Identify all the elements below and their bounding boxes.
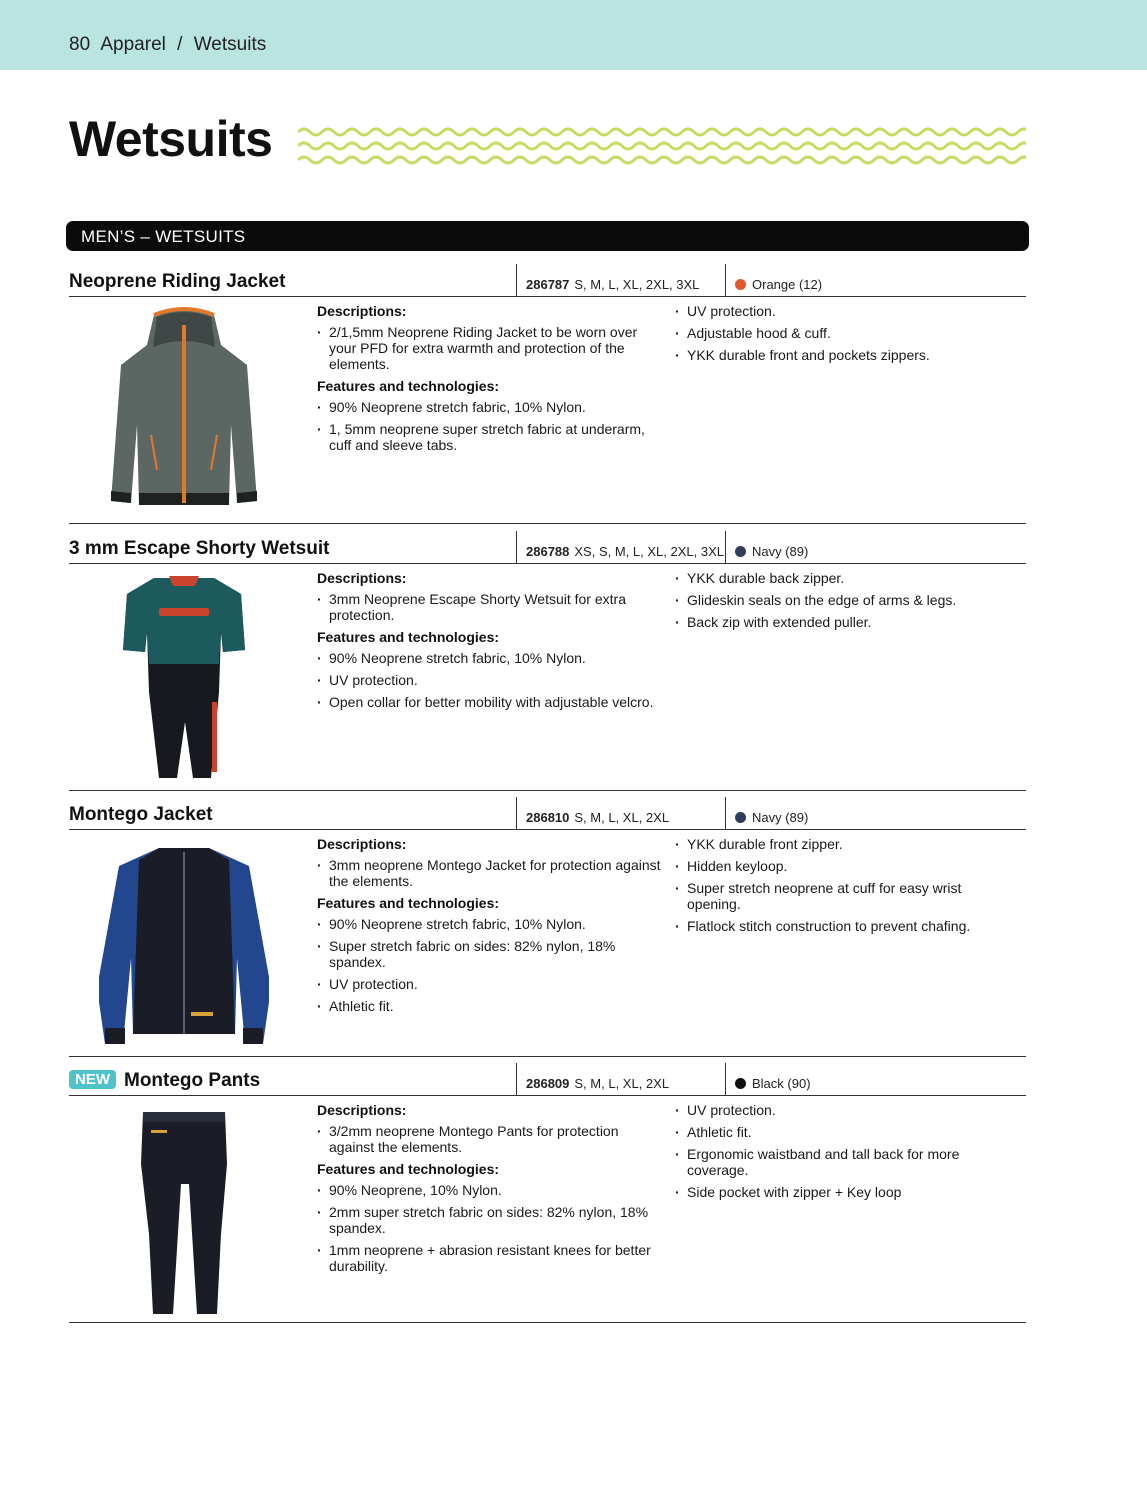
product-sku: 286787 S, M, L, XL, 2XL, 3XL <box>526 277 700 292</box>
list-item: · Flatlock stitch construction to prevent chafing. <box>675 918 1005 934</box>
product-extra-features <box>675 1102 1005 1206</box>
product-color: Navy (89) <box>735 544 808 559</box>
breadcrumb-separator: / <box>177 34 183 55</box>
list-item: · Open collar for better mobility with adjustable velcro. <box>317 694 667 710</box>
list-item: · Super stretch neoprene at cuff for easy wrist opening. <box>675 880 1005 912</box>
product-header <box>69 264 1026 297</box>
breadcrumb-subsection[interactable]: Wetsuits <box>193 34 267 55</box>
list-item: · 1mm neoprene + abrasion resistant knees for better durability. <box>317 1242 667 1274</box>
product-name: Neoprene Riding Jacket <box>69 271 286 292</box>
list-item: · Ergonomic waistband and tall back for more coverage. <box>675 1146 1005 1178</box>
descriptions-heading: Descriptions: <box>317 303 407 319</box>
color-swatch <box>735 279 746 290</box>
riding-jacket-icon <box>99 305 269 517</box>
product-sku: 286809 S, M, L, XL, 2XL <box>526 1076 670 1091</box>
list-item: · 3mm neoprene Montego Jacket for protection against the elements. <box>317 857 667 889</box>
list-item: · UV protection. <box>675 303 1005 319</box>
color-swatch <box>735 546 746 557</box>
list-item: · YKK durable back zipper. <box>675 570 1005 586</box>
page-number: 80 <box>69 34 91 55</box>
product-details <box>317 1102 667 1280</box>
product-color: Black (90) <box>735 1076 811 1091</box>
product-color: Navy (89) <box>735 810 808 825</box>
features-heading: Features and technologies: <box>317 1161 500 1177</box>
shorty-wetsuit-icon <box>99 572 269 784</box>
breadcrumb <box>69 34 272 56</box>
list-item: · Hidden keyloop. <box>675 858 1005 874</box>
color-swatch <box>735 812 746 823</box>
product-color: Orange (12) <box>735 277 822 292</box>
list-item: · Adjustable hood & cuff. <box>675 325 1005 341</box>
product-extra-features <box>675 836 1005 940</box>
list-item: · Super stretch fabric on sides: 82% nylon, 18% spandex. <box>317 938 667 970</box>
list-item: · 90% Neoprene stretch fabric, 10% Nylon. <box>317 399 667 415</box>
list-item: · UV protection. <box>675 1102 1005 1118</box>
features-heading: Features and technologies: <box>317 629 500 645</box>
product-name: NEW Montego Pants <box>69 1070 260 1092</box>
list-item: · 90% Neoprene stretch fabric, 10% Nylon. <box>317 650 667 666</box>
descriptions-heading: Descriptions: <box>317 836 407 852</box>
product-header <box>69 797 1026 830</box>
descriptions-heading: Descriptions: <box>317 570 407 586</box>
new-badge: NEW <box>69 1070 116 1089</box>
category-bar <box>66 221 1029 251</box>
product-entry <box>69 531 1026 791</box>
list-item: · Athletic fit. <box>675 1124 1005 1140</box>
list-item: · YKK durable front and pockets zippers. <box>675 347 1005 363</box>
list-item: · Side pocket with zipper + Key loop <box>675 1184 1005 1200</box>
product-details <box>317 303 667 459</box>
list-item: · Back zip with extended puller. <box>675 614 1005 630</box>
montego-pants-icon <box>99 1104 269 1316</box>
product-extra-features <box>675 303 1005 369</box>
category-label: MEN’S – WETSUITS <box>81 227 246 246</box>
breadcrumb-section[interactable]: Apparel <box>100 34 166 55</box>
product-details <box>317 570 667 716</box>
features-heading: Features and technologies: <box>317 895 500 911</box>
list-item: · YKK durable front zipper. <box>675 836 1005 852</box>
product-name: Montego Jacket <box>69 804 213 825</box>
product-entry <box>69 797 1026 1057</box>
list-item: · 90% Neoprene, 10% Nylon. <box>317 1182 667 1198</box>
product-sku: 286810 S, M, L, XL, 2XL <box>526 810 670 825</box>
product-entry <box>69 1063 1026 1323</box>
wave-decoration <box>298 124 1026 166</box>
montego-jacket-icon <box>99 838 269 1050</box>
list-item: · 2mm super stretch fabric on sides: 82% nylon, 18% spandex. <box>317 1204 667 1236</box>
page-title: Wetsuits <box>69 111 273 167</box>
product-name: 3 mm Escape Shorty Wetsuit <box>69 538 330 559</box>
product-sku: 286788 XS, S, M, L, XL, 2XL, 3XL <box>526 544 724 559</box>
color-swatch <box>735 1078 746 1089</box>
list-item: · Athletic fit. <box>317 998 667 1014</box>
list-item: · 3mm Neoprene Escape Shorty Wetsuit for extra protection. <box>317 591 667 623</box>
descriptions-heading: Descriptions: <box>317 1102 407 1118</box>
list-item: · Glideskin seals on the edge of arms & legs. <box>675 592 1005 608</box>
list-item: · 1, 5mm neoprene super stretch fabric at underarm, cuff and sleeve tabs. <box>317 421 667 453</box>
list-item: · UV protection. <box>317 976 667 992</box>
list-item: · UV protection. <box>317 672 667 688</box>
page-header <box>0 0 1147 70</box>
product-header <box>69 531 1026 564</box>
product-entry <box>69 264 1026 524</box>
product-extra-features <box>675 570 1005 636</box>
product-header <box>69 1063 1026 1096</box>
features-heading: Features and technologies: <box>317 378 500 394</box>
list-item: · 90% Neoprene stretch fabric, 10% Nylon. <box>317 916 667 932</box>
list-item: · 2/1,5mm Neoprene Riding Jacket to be worn over your PFD for extra warmth and protection of the elements. <box>317 324 667 372</box>
list-item: · 3/2mm neoprene Montego Pants for protection against the elements. <box>317 1123 667 1155</box>
product-details <box>317 836 667 1020</box>
